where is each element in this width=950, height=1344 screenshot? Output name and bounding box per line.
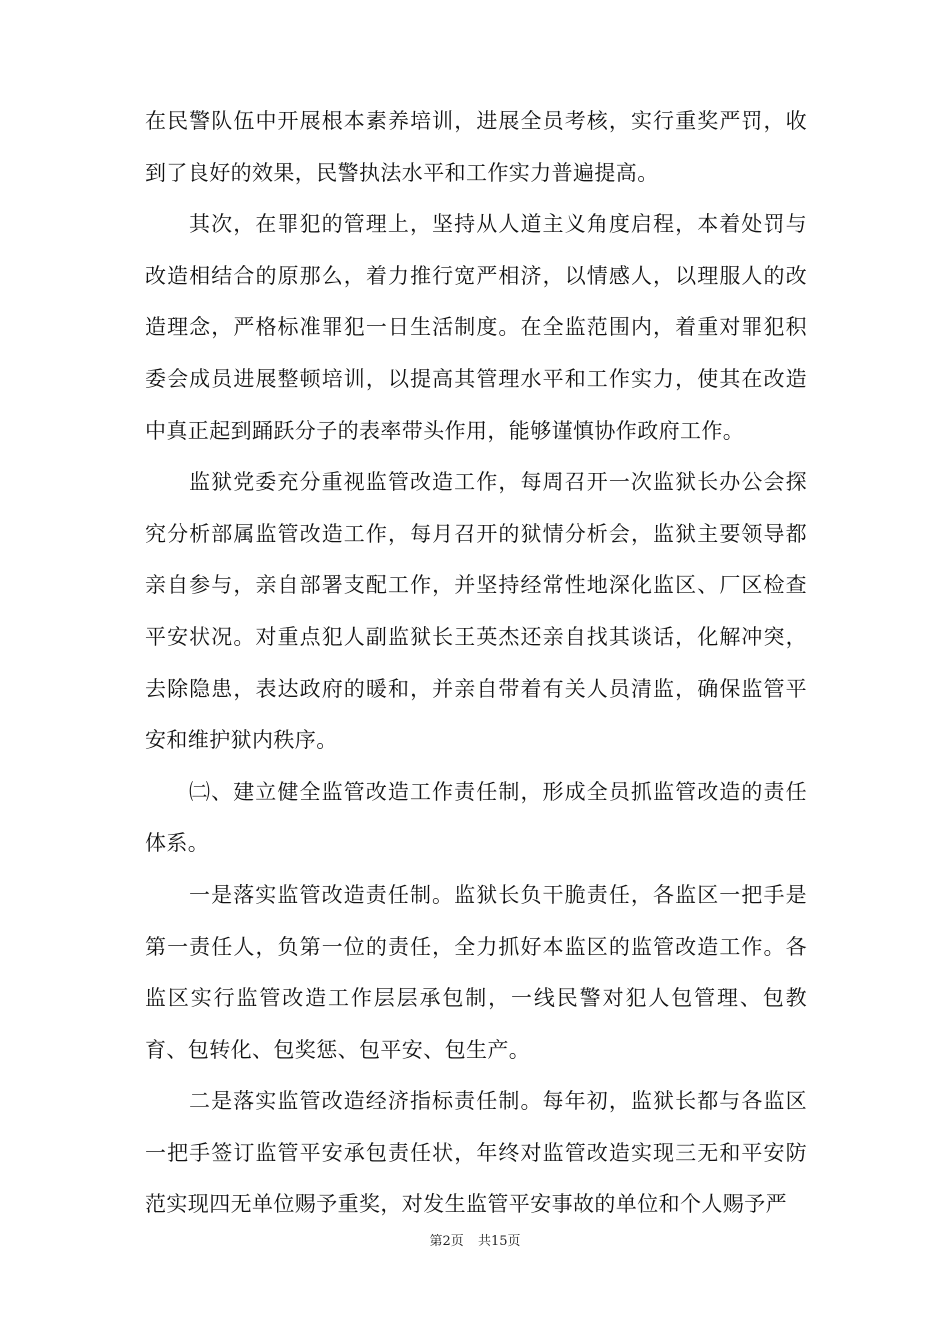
paragraph-5: 一是落实监管改造责任制。监狱长负干脆责任，各监区一把手是第一责任人，负第一位的责任，全力抓好本监区的监管改造工作。各监区实行监管改造工作层层承包制，一线民警对犯人包管理、包教育、包转化、包奖惩、包平安、包生产。 bbox=[145, 882, 807, 1062]
page-number: 第2页 bbox=[429, 1234, 464, 1249]
paragraph-6: 二是落实监管改造经济指标责任制。每年初，监狱长都与各监区一把手签订监管平安承包责任状，年终对监管改造实现三无和平安防范实现四无单位赐予重奖，对发生监管平安事故的单位和个人赐予严 bbox=[145, 1089, 807, 1217]
page-footer bbox=[0, 1230, 950, 1249]
paragraph-3: 监狱党委充分重视监管改造工作，每周召开一次监狱长办公会探究分析部属监管改造工作，每月召开的狱情分析会，监狱主要领导都亲自参与，亲自部署支配工作，并坚持经常性地深化监区、厂区检查平安状况。对重点犯人副监狱长王英杰还亲自找其谈话，化解冲突，去除隐患，表达政府的暖和，并亲自带着有关人员清监，确保监管平安和维护狱内秩序。 bbox=[145, 470, 807, 753]
page-total: 共15页 bbox=[477, 1234, 521, 1249]
paragraph-2: 其次，在罪犯的管理上，坚持从人道主义角度启程，本着处罚与改造相结合的原那么，着力推行宽严相济，以情感人，以理服人的改造理念，严格标准罪犯一日生活制度。在全监范围内，着重对罪犯积委会成员进展整顿培训，以提高其管理水平和工作实力，使其在改造中真正起到踊跃分子的表率带头作用，能够谨慎协作政府工作。 bbox=[145, 212, 807, 443]
paragraph-1: 在民警队伍中开展根本素养培训，进展全员考核，实行重奖严罚，收到了良好的效果，民警执法水平和工作实力普遍提高。 bbox=[145, 109, 807, 185]
document-body bbox=[145, 96, 807, 1231]
paragraph-4: ㈡、建立健全监管改造工作责任制，形成全员抓监管改造的责任体系。 bbox=[145, 779, 807, 856]
